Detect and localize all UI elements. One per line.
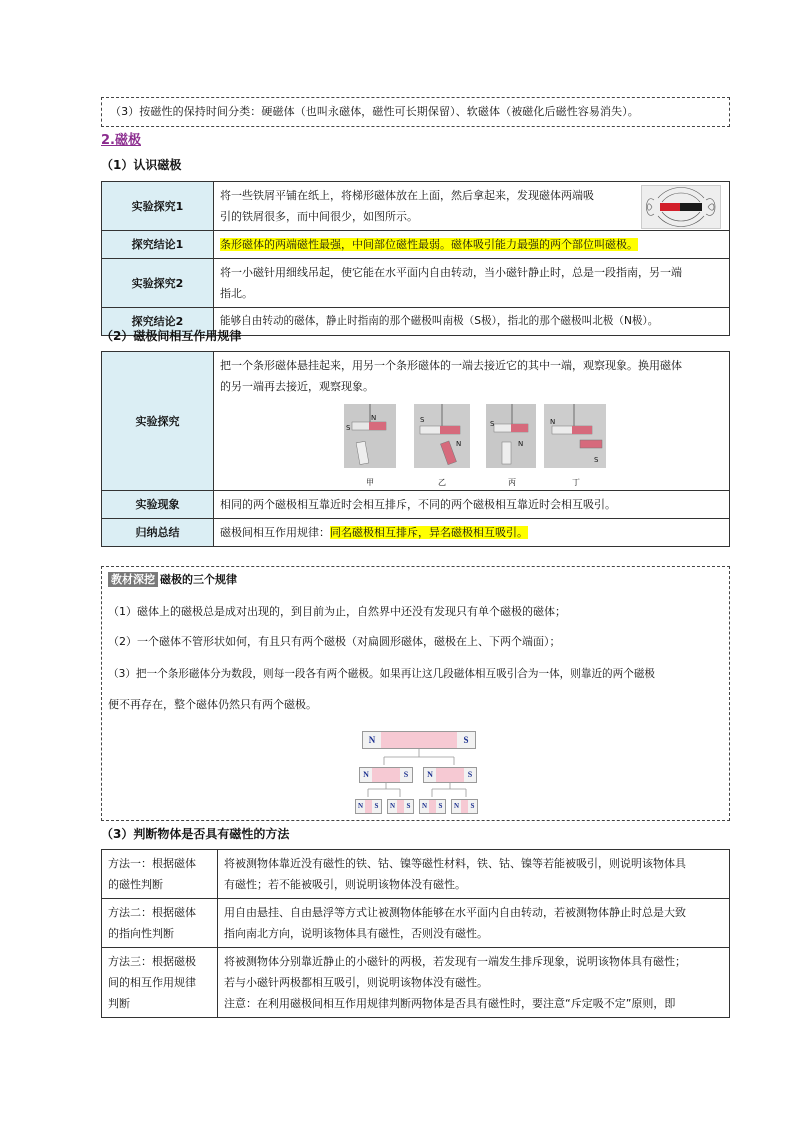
conclusion-1-text: 条形磁体的两端磁性最强，中间部位磁性最弱。磁体吸引能力最强的两个部位叫磁极。 [220, 238, 638, 251]
magnet-whole-n: N [363, 732, 381, 748]
deep-dive-badge: 教材深挖 [108, 572, 158, 587]
caption-ding: 丁 [572, 478, 580, 487]
magnet-quarter-4-s: S [468, 800, 477, 813]
method-1-text [218, 850, 730, 899]
caption-bing: 丙 [508, 478, 516, 487]
photo-ding [544, 404, 606, 468]
method-3-text-b: 若与小磁针两极都相互吸引，则说明该物体没有磁性。 [224, 976, 488, 989]
method-2-label-b: 的指向性判断 [108, 927, 174, 940]
rule-3-line-b: 便不再存在，整个磁体仍然只有两个磁极。 [108, 698, 317, 711]
method-2-text-a: 用自由悬挂、自由悬浮等方式让被测物体能够在水平面内自由转动，若被测物体静止时总是大致 [224, 906, 686, 919]
label-conclusion-2: 探究结论2 [102, 308, 214, 336]
photo-ding-pole-s: S [594, 456, 599, 464]
photo-jia [344, 404, 396, 468]
method-1-label-a: 方法一：根据磁体 [108, 857, 196, 870]
experiment-2-line-a: 将一小磁针用细线吊起，使它能在水平面内自由转动，当小磁针静止时，总是一段指南，另一端 [220, 266, 682, 279]
method-2-label-a: 方法二：根据磁体 [108, 906, 196, 919]
magnet-quarter-1-n: N [356, 800, 365, 813]
photo-yi-pole-n: N [456, 440, 462, 448]
method-2-label [102, 899, 218, 948]
magnet-half-right-n: N [424, 768, 436, 782]
photo-jia-pole-n: N [371, 414, 377, 422]
photo-ding-pole-n: N [550, 418, 556, 426]
method-2-text-b: 指向南北方向，说明该物体具有磁性，否则没有磁性。 [224, 927, 488, 940]
photo-yi [414, 404, 470, 468]
rule-2: （2）一个磁体不管形状如何，有且只有两个磁极（对扁圆形磁体，磁极在上、下两个端面）； [108, 635, 561, 648]
label-summary: 归纳总结 [102, 519, 214, 547]
magnet-quarter-2-n: N [388, 800, 397, 813]
magnet-half-right-s: S [464, 768, 476, 782]
magnet-quarter-3-n: N [420, 800, 429, 813]
label-experiment-2: 实验探究2 [102, 259, 214, 308]
deep-dive-title: 磁极的三个规律 [160, 573, 237, 586]
experiment-1-line-b: 引的铁屑很多，而中间很少，如图所示。 [220, 210, 418, 223]
caption-yi: 乙 [438, 478, 446, 487]
magnet-half-left [359, 767, 413, 783]
method-1-text-a: 将被测物体靠近没有磁性的铁、钴、镍等磁性材料，铁、钴、镍等若能被吸引，则说明该物体具 [224, 857, 686, 870]
subsection-title-1: （1）认识磁极 [101, 158, 182, 172]
section-title-magnetic-poles: 2.磁极 [101, 133, 141, 148]
photo-bing-pole-s: S [490, 420, 495, 428]
table-judge-magnetism [101, 849, 730, 1018]
cell-phenomenon: 相同的两个磁极相互靠近时会相互排斥，不同的两个磁极相互靠近时会相互吸引。 [214, 491, 730, 519]
caption-jia: 甲 [366, 478, 374, 487]
subsection-title-2: （2）磁极间相互作用规律 [101, 329, 242, 343]
label-conclusion-1: 探究结论1 [102, 231, 214, 259]
label-experiment-1: 实验探究1 [102, 182, 214, 231]
method-3-label-a: 方法三：根据磁极 [108, 955, 196, 968]
label-phenomenon: 实验现象 [102, 491, 214, 519]
magnet-half-left-n: N [360, 768, 372, 782]
table-pole-interaction [101, 351, 730, 547]
magnet-quarter-3 [419, 799, 446, 814]
photo-jia-pole-s: S [346, 424, 351, 432]
magnet-quarter-4 [451, 799, 478, 814]
cell-experiment-1 [214, 182, 730, 231]
magnet-quarter-1 [355, 799, 382, 814]
experiment-line-a: 把一个条形磁体悬挂起来，用另一个条形磁体的一端去接近它的其中一端，观察现象。换用磁体 [220, 359, 682, 372]
deep-dive-box [101, 566, 730, 821]
magnet-quarter-1-s: S [372, 800, 381, 813]
photo-bing-pole-n: N [518, 440, 524, 448]
experiment-2-line-b: 指北。 [220, 287, 253, 300]
cell-experiment [214, 352, 730, 491]
photo-yi-pole-s: S [420, 416, 425, 424]
summary-prefix: 磁极间相互作用规律： [220, 526, 330, 539]
top-note-box [101, 97, 730, 127]
cell-conclusion-2: 能够自由转动的磁体，静止时指南的那个磁极叫南极（S极），指北的那个磁极叫北极（N极）。 [214, 308, 730, 336]
magnet-quarter-4-n: N [452, 800, 461, 813]
summary-highlight: 同名磁极相互排斥，异名磁极相互吸引。 [330, 526, 528, 539]
experiment-photos [344, 404, 604, 487]
experiment-line-b: 的另一端再去接近，观察现象。 [220, 380, 374, 393]
photo-bing [486, 404, 536, 468]
cell-conclusion-1 [214, 231, 730, 259]
table-recognize-poles [101, 181, 730, 336]
experiment-1-line-a: 将一些铁屑平铺在纸上，将梯形磁体放在上面，然后拿起来，发现磁体两端吸 [220, 189, 594, 202]
subsection-title-3: （3）判断物体是否具有磁性的方法 [101, 827, 290, 841]
method-3-label-b: 间的相互作用规律 [108, 976, 196, 989]
label-experiment: 实验探究 [102, 352, 214, 491]
cell-summary [214, 519, 730, 547]
rule-1: （1）磁体上的磁极总是成对出现的，到目前为止，自然界中还没有发现只有单个磁极的磁体； [108, 605, 566, 618]
magnet-quarter-2-s: S [404, 800, 413, 813]
magnet-split-figure [354, 727, 484, 819]
method-1-label [102, 850, 218, 899]
method-2-text [218, 899, 730, 948]
rule-3-line-a: （3）把一个条形磁体分为数段，则每一段各有两个磁极。如果再让这几段磁体相互吸引合为一体，则靠近的两个磁极 [108, 668, 656, 680]
method-3-label-c: 判断 [108, 997, 130, 1010]
cell-experiment-2 [214, 259, 730, 308]
method-1-text-b: 有磁性；若不能被吸引，则说明该物体没有磁性。 [224, 878, 466, 891]
method-1-label-b: 的磁性判断 [108, 878, 163, 891]
method-3-text-a: 将被测物体分别靠近静止的小磁针的两极，若发现有一端发生排斥现象，说明该物体具有磁性； [224, 955, 686, 968]
magnet-half-right [423, 767, 477, 783]
method-3-text-c: 注意：在利用磁极间相互作用规律判断两物体是否具有磁性时，要注意“斥定吸不定”原则，即 [224, 997, 676, 1010]
magnet-whole-s: S [457, 732, 475, 748]
magnet-quarter-3-s: S [436, 800, 445, 813]
deep-dive-header [108, 571, 237, 587]
method-3-text [218, 948, 730, 1018]
top-note-text: （3）按磁性的保持时间分类：硬磁体（也叫永磁体，磁性可长期保留）、软磁体（被磁化后磁性容易消失）。 [110, 105, 639, 118]
magnet-quarter-2 [387, 799, 414, 814]
magnet-half-left-s: S [400, 768, 412, 782]
method-3-label [102, 948, 218, 1018]
magnet-whole [362, 731, 476, 749]
iron-filings-figure [641, 185, 721, 229]
